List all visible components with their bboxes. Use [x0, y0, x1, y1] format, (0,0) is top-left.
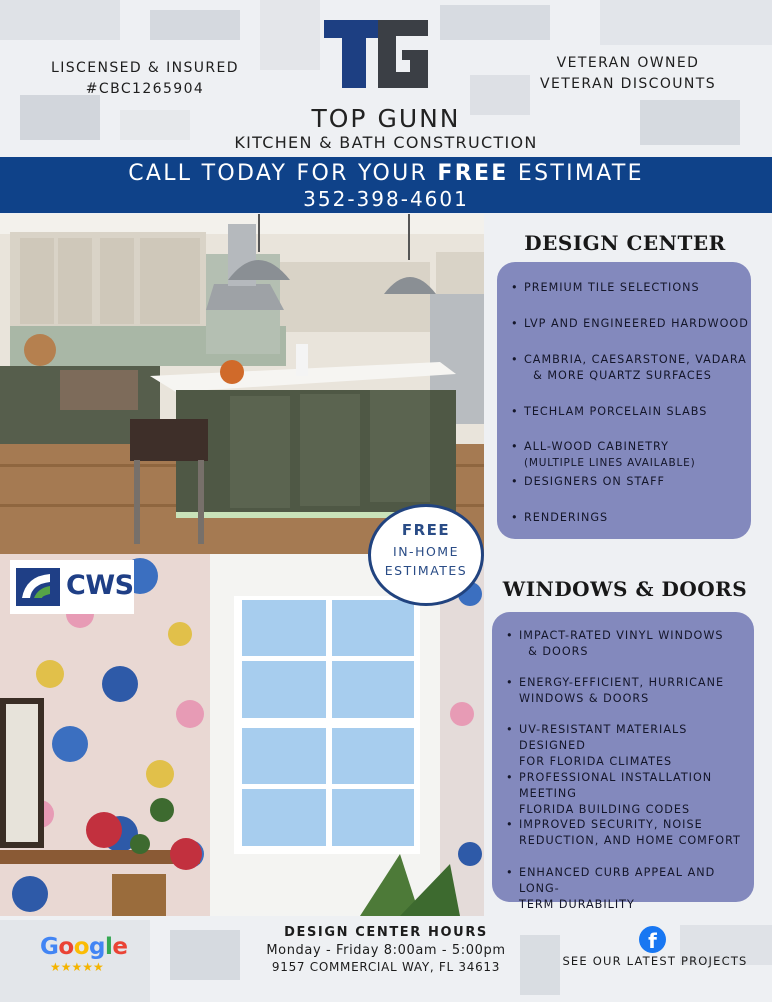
- design-center-item: • TECHLAM PORCELAIN SLABS: [511, 405, 708, 418]
- call-prefix: CALL TODAY FOR YOUR: [128, 161, 429, 186]
- call-suffix: ESTIMATE: [517, 161, 644, 186]
- hours-title: DESIGN CENTER HOURS: [284, 925, 488, 940]
- design-center-item: • ALL-WOOD CABINETRY (MULTIPLE LINES AVAILABLE): [511, 440, 696, 469]
- google-logo[interactable]: Google: [40, 934, 128, 960]
- tg-logo: [324, 20, 428, 88]
- design-center-panel: [497, 262, 751, 539]
- call-bold: FREE: [437, 161, 509, 186]
- windows-doors-item: • IMPROVED SECURITY, NOISE REDUCTION, AND HOME COMFORT: [506, 818, 741, 847]
- license-line: LISCENSED & INSURED: [51, 60, 239, 76]
- design-center-item: • DESIGNERS ON STAFF: [511, 475, 665, 488]
- badge-estimates: ESTIMATES: [384, 563, 468, 578]
- license-number: #CBC1265904: [85, 81, 205, 97]
- badge-free: FREE: [401, 521, 451, 539]
- windows-doors-title: WINDOWS & DOORS: [502, 577, 748, 601]
- hours-text: Monday - Friday 8:00am - 5:00pm: [266, 943, 506, 958]
- windows-doors-item: • IMPACT-RATED VINYL WINDOWS & DOORS: [506, 629, 724, 658]
- design-center-item: • CAMBRIA, CAESARSTONE, VADARA & MORE QUARTZ SURFACES: [511, 353, 747, 382]
- veteran-owned: VETERAN OWNED: [556, 55, 700, 71]
- kitchen-photo: [0, 214, 484, 554]
- facebook-icon[interactable]: f: [639, 926, 666, 953]
- design-center-item: • LVP AND ENGINEERED HARDWOOD: [511, 317, 749, 330]
- windows-doors-panel: [492, 612, 754, 911]
- design-center-item: • RENDERINGS: [511, 511, 609, 524]
- design-center-item: • PREMIUM TILE SELECTIONS: [511, 281, 700, 294]
- facebook-cta[interactable]: SEE OUR LATEST PROJECTS: [562, 954, 748, 968]
- address-text: 9157 COMMERCIAL WAY, FL 34613: [271, 960, 501, 974]
- windows-doors-item: • PROFESSIONAL INSTALLATION MEETING FLORIDA BUILDING CODES: [506, 771, 713, 816]
- design-center-title: DESIGN CENTER: [524, 231, 726, 255]
- license-info: [50, 58, 240, 100]
- windows-doors-item: • ENHANCED CURB APPEAL AND LONG- TERM DURABILITY: [506, 866, 716, 911]
- veteran-discounts: VETERAN DISCOUNTS: [539, 76, 717, 92]
- windows-doors-item: • ENERGY-EFFICIENT, HURRICANE WINDOWS & DOORS: [506, 676, 725, 705]
- rating-stars-icon: ★★★★★: [50, 960, 104, 974]
- cws-name: CWS: [66, 570, 134, 601]
- cws-logo: [10, 560, 134, 614]
- free-estimate-badge: [368, 504, 484, 606]
- cws-mark-icon: [16, 568, 60, 606]
- veteran-info: [533, 53, 723, 95]
- brand-subtitle: KITCHEN & BATH CONSTRUCTION: [234, 133, 538, 152]
- phone-number[interactable]: 352-398-4601: [303, 187, 469, 211]
- badge-in-home: IN-HOME: [393, 544, 459, 559]
- brand-name: TOP GUNN: [311, 104, 461, 133]
- call-banner: [0, 157, 772, 213]
- call-line: [0, 157, 772, 186]
- windows-doors-item: • UV-RESISTANT MATERIALS DESIGNED FOR FLORIDA CLIMATES: [506, 723, 688, 768]
